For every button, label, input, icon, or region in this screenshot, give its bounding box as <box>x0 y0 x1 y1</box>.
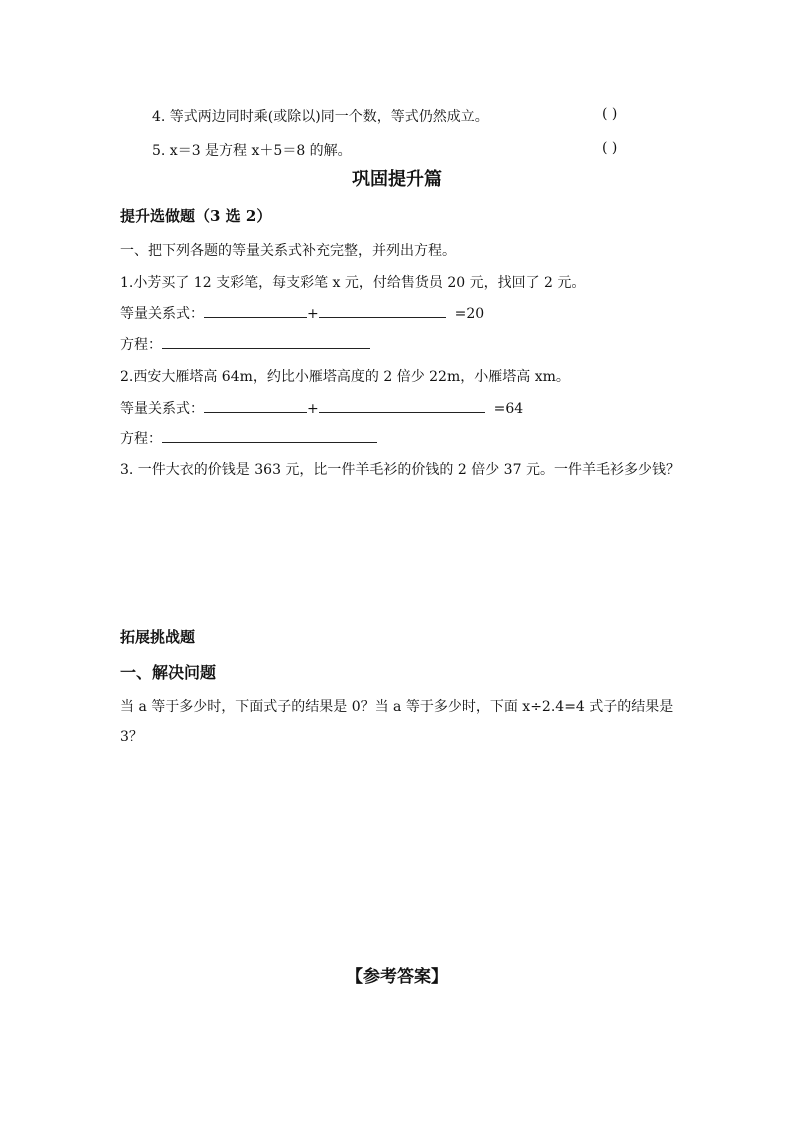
judge-item-4-answer-paren[interactable]: ( ) <box>602 106 618 122</box>
q2-blank-2[interactable] <box>319 398 485 413</box>
q2-equation-blank[interactable] <box>162 428 377 443</box>
q1-equation-row <box>120 334 370 354</box>
q1-blank-1[interactable] <box>204 303 307 318</box>
advanced-instruction: 一、把下列各题的等量关系式补充完整，并列出方程。 <box>120 243 456 259</box>
judge-item-4 <box>152 106 489 126</box>
q1-plus: + <box>307 306 319 322</box>
challenge-subtitle: 一、解决问题 <box>120 663 217 682</box>
q1-result: =20 <box>454 306 485 322</box>
q1-equation-label: 方程： <box>120 337 162 353</box>
challenge-title: 拓展挑战题 <box>120 628 196 646</box>
q2-blank-1[interactable] <box>204 398 307 413</box>
q1-relation-label: 等量关系式： <box>120 306 204 322</box>
q2-relation-row <box>120 398 523 418</box>
advanced-title: 提升选做题（3 选 2） <box>120 207 272 225</box>
answers-heading: 【参考答案】 <box>346 967 448 987</box>
q1-relation-row <box>120 303 484 323</box>
judge-item-4-text: 4. 等式两边同时乘(或除以)同一个数，等式仍然成立。 <box>152 109 489 125</box>
judge-item-5-answer-paren[interactable]: ( ) <box>602 140 618 156</box>
section-title: 巩固提升篇 <box>352 169 442 190</box>
q1-equation-blank[interactable] <box>162 334 370 349</box>
q3-text: 3. 一件大衣的价钱是 363 元，比一件羊毛衫的价钱的 2 倍少 37 元。一件羊毛衫多少钱？ <box>120 462 680 478</box>
q2-plus: + <box>307 401 319 417</box>
q2-result: =64 <box>493 401 524 417</box>
q2-relation-label: 等量关系式： <box>120 401 204 417</box>
judge-item-5 <box>152 140 352 160</box>
q2-equation-label: 方程： <box>120 431 162 447</box>
judge-item-5-text: 5. x＝3 是方程 x＋5＝8 的解。 <box>152 143 352 159</box>
q2-equation-row <box>120 428 377 448</box>
q1-blank-2[interactable] <box>319 303 446 318</box>
q1-text: 1.小芳买了 12 支彩笔，每支彩笔 x 元，付给售货员 20 元，找回了 2 元。 <box>120 275 586 291</box>
challenge-text: 当 a 等于多少时，下面式子的结果是 0？当 a 等于多少时，下面 x÷2.4=4 式子的结果是 3？ <box>120 699 674 745</box>
q2-text: 2.西安大雁塔高 64m，约比小雁塔高度的 2 倍少 22m，小雁塔高 xm。 <box>120 369 570 385</box>
